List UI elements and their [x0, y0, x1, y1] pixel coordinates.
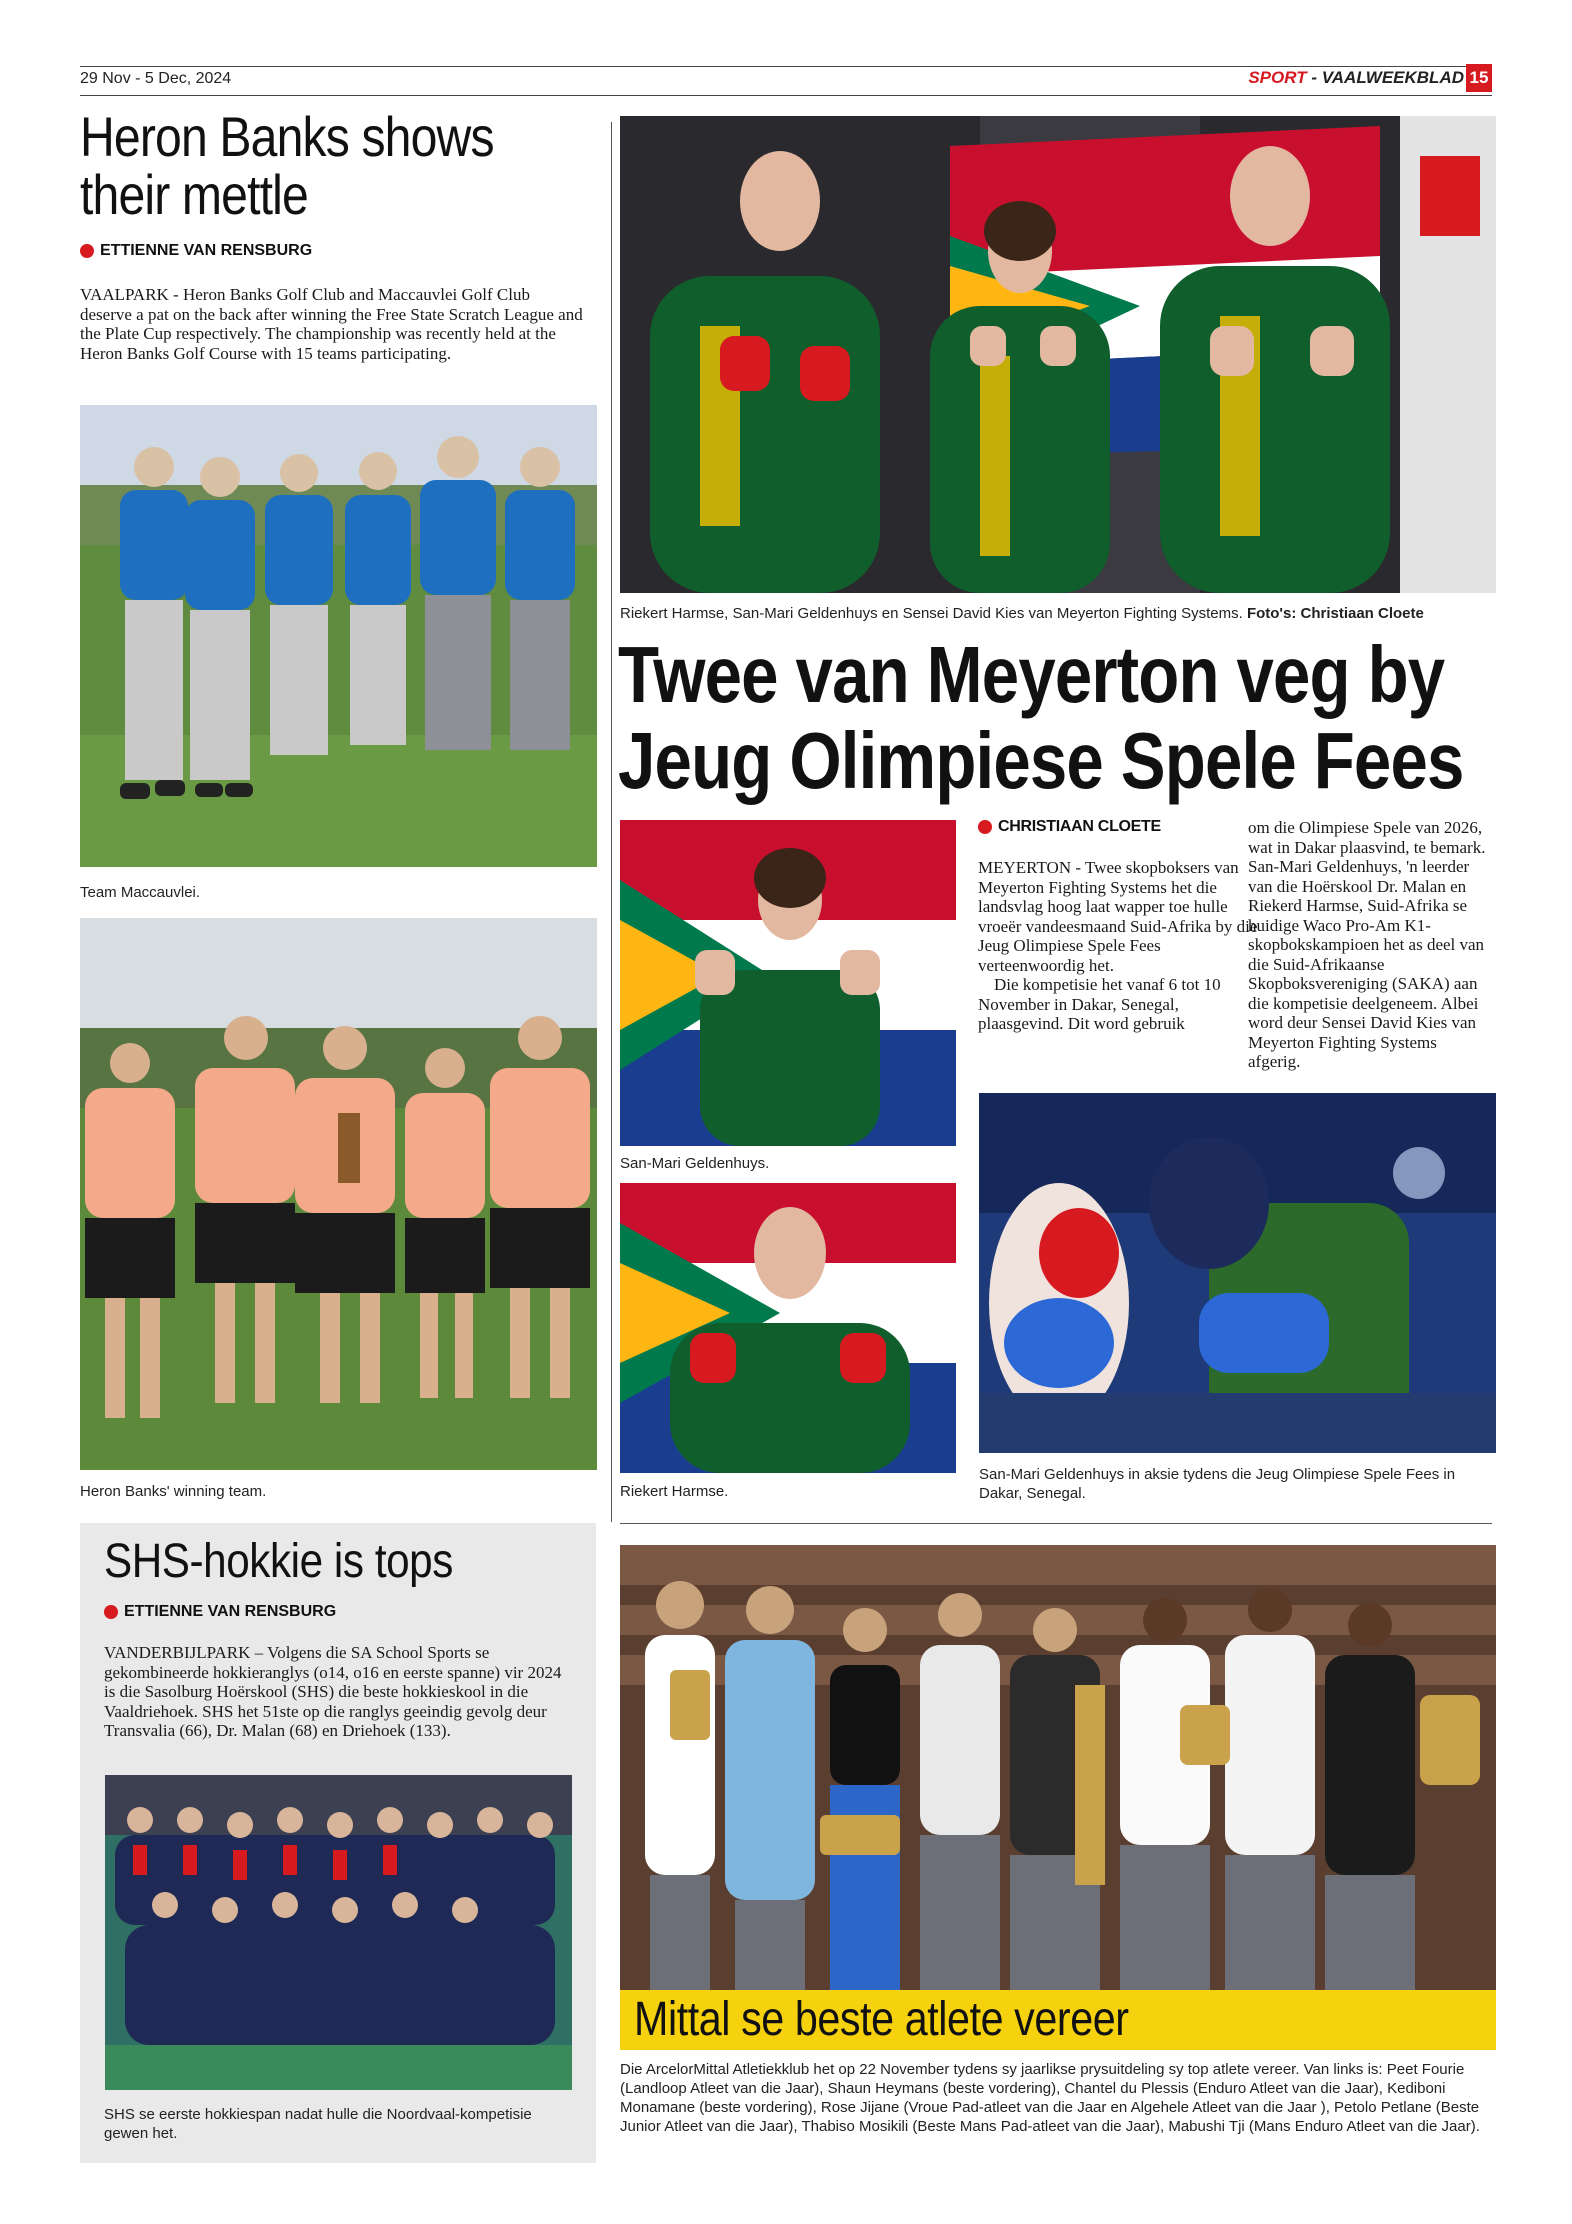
shs-byline-name: ETTIENNE VAN RENSBURG — [124, 1603, 337, 1620]
publication-name: VAALWEEKBLAD — [1321, 68, 1464, 87]
column-divider — [611, 122, 612, 1522]
meyerton-byline — [978, 818, 1161, 836]
heron-byline — [80, 242, 312, 260]
golf-team-peach-illustration — [80, 918, 597, 1470]
golf-team-blue-illustration — [80, 405, 597, 867]
meyerton-body-col2: om die Olimpiese Spele van 2026, wat in Dakar plaasvind, te bemark. San-Mari Geldenhuys, 'n leerder van die Hoërskool Dr. Malan en Riekerd Harmse, Suid-Afrika se huidige Waco Pro-Am K1-skopbokskampioen het as deel van die Suid-Afrikaanse Skopboksvereniging (SAKA) aan die kompetisie deelgeneem. Albei word deur Sensei David Kies van Meyerton Fighting Systems afgerig. — [1248, 818, 1486, 1071]
meyerton-byline-name: CHRISTIAAN CLOETE — [998, 818, 1161, 835]
caption-meyerton-top-text: Riekert Harmse, San-Mari Geldenhuys en Sensei David Kies van Meyerton Fighting Systems. — [620, 605, 1247, 622]
byline-dot-icon — [978, 820, 992, 834]
photo-mittal-athletes — [620, 1545, 1496, 1990]
san-mari-portrait-illustration — [620, 820, 956, 1146]
caption-maccauvlei: Team Maccauvlei. — [80, 884, 201, 901]
photo-kickboxing-action — [979, 1093, 1496, 1453]
caption-san-mari: San-Mari Geldenhuys. — [620, 1155, 770, 1172]
photo-riekert — [620, 1183, 956, 1473]
byline-dot-icon — [80, 244, 94, 258]
hockey-team-illustration — [105, 1775, 572, 2090]
caption-action: San-Mari Geldenhuys in aksie tydens die Jeug Olimpiese Spele Fees in Dakar, Senegal. — [979, 1466, 1456, 1502]
heron-body: VAALPARK - Heron Banks Golf Club and Maccauvlei Golf Club deserve a pat on the back after winning the Free State Scratch League and the Plate Cup respectively. The championship was recently held at the Heron Banks Golf Course with 15 teams participating. — [80, 285, 583, 363]
meyerton-body-col1-p1: MEYERTON - Twee skopboksers van Meyerton Fighting Systems het die landsvlag hoog laat wapper toe hulle vroeër vandeesmaand Suid-Afrika by die Jeug Olimpiese Spele Fees verteenwoordig het. — [978, 858, 1258, 975]
header-rule-bottom — [80, 95, 1492, 96]
photo-heron-banks-team — [80, 918, 597, 1470]
meyerton-headline-line1: Twee van Meyerton veg by — [618, 630, 1445, 719]
photo-credit: Foto's: Christiaan Cloete — [1246, 605, 1424, 622]
section-divider — [620, 1523, 1492, 1524]
photo-meyerton-fighters — [620, 116, 1496, 593]
caption-shs: SHS se eerste hokkiespan nadat hulle die Noordvaal-kompetisie gewen het. — [104, 2106, 532, 2142]
heron-headline-line2: their mettle — [80, 163, 308, 226]
section-separator: - — [1306, 68, 1322, 87]
mittal-headline: Mittal se beste atlete vereer — [634, 1993, 1129, 2046]
heron-headline — [80, 105, 544, 226]
caption-meyerton-top — [620, 604, 1496, 623]
riekert-portrait-illustration — [620, 1183, 956, 1473]
byline-dot-icon — [104, 1605, 118, 1619]
section-label — [1248, 68, 1464, 88]
fighters-with-flag-illustration — [620, 116, 1496, 593]
photo-san-mari — [620, 820, 956, 1146]
section-name: SPORT — [1248, 68, 1307, 87]
meyerton-headline-line2: Jeug Olimpiese Spele Fees — [618, 716, 1464, 805]
caption-mittal: Die ArcelorMittal Atletiekklub het op 22 November tydens sy jaarlikse prysuitdeling sy top atlete vereer. Van links is: Peet Fourie (Landloop Atleet van die Jaar), Shaun Heymans (beste vordering), Chantel du Plessis (Enduro Atleet van die Jaar), Kediboni Monamane (beste vordering), Rose Jijane (Vroue Pad-atleet van die Jaar en Algehele Atleet van die Jaar ), Petolo Petlane (Beste Junior Atleet van die Jaar), Thabiso Mosikili (Beste Mans Pad-atleet van die Jaar), Mabushi Tji (Mans Enduro Atleet van die Jaar). — [620, 2061, 1480, 2135]
meyerton-body-col1 — [978, 858, 1264, 1034]
photo-team-maccauvlei — [80, 405, 597, 867]
page-number: 15 — [1466, 64, 1492, 92]
photo-shs-hockey — [105, 1775, 572, 2090]
heron-headline-line1: Heron Banks shows — [80, 105, 494, 168]
meyerton-body-col1-p2: Die kompetisie het vanaf 6 tot 10 November in Dakar, Senegal, plaasgevind. Dit word gebruik — [978, 975, 1221, 1033]
shs-headline: SHS-hokkie is tops — [104, 1535, 453, 1588]
shs-body: VANDERBIJLPARK – Volgens die SA School Sports se gekombineerde hokkieranglys (o14, o16 en eerste spanne) vir 2024 is die Sasolburg Hoërskool (SHS) die beste hokkieskool in die Vaaldriehoek. SHS het 51ste op die ranglys geeindig gevolg deur Transvalia (66), Dr. Malan (68) en Driehoek (133). — [104, 1643, 562, 1740]
meyerton-headline — [618, 632, 1475, 804]
issue-date: 29 Nov - 5 Dec, 2024 — [80, 70, 232, 87]
caption-heron-banks: Heron Banks' winning team. — [80, 1483, 267, 1500]
heron-byline-name: ETTIENNE VAN RENSBURG — [100, 242, 313, 259]
caption-riekert: Riekert Harmse. — [620, 1483, 729, 1500]
header-rule-top — [80, 66, 1492, 67]
kickboxing-action-illustration — [979, 1093, 1496, 1453]
shs-byline — [104, 1603, 336, 1621]
athletes-award-illustration — [620, 1545, 1496, 1990]
